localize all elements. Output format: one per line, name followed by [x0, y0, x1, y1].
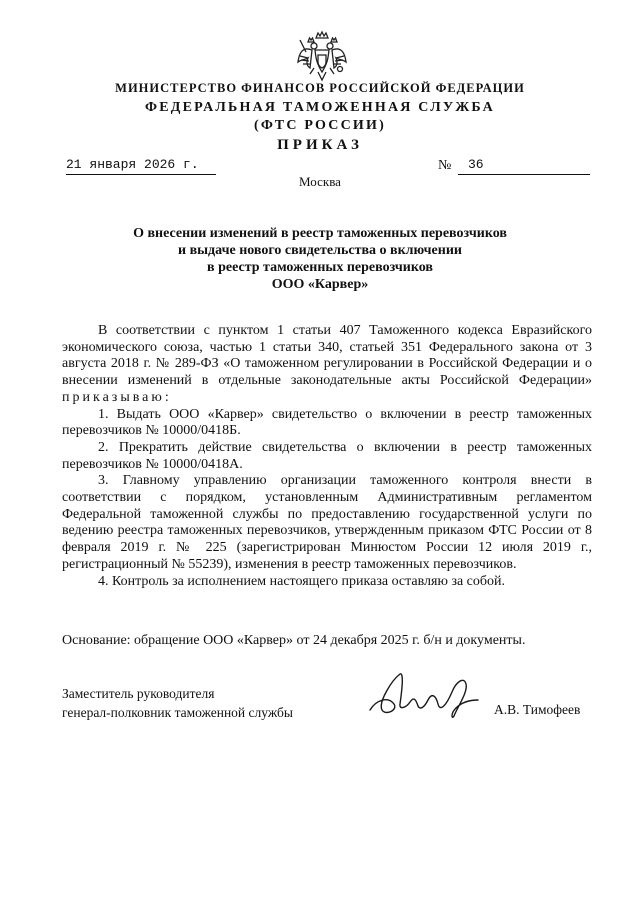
title-line: в реестр таможенных перевозчиков [207, 260, 433, 275]
service-name-line: ФЕДЕРАЛЬНАЯ ТАМОЖЕННАЯ СЛУЖБА [145, 100, 495, 115]
preamble-paragraph [62, 323, 592, 407]
title-line: ООО «Карвер» [271, 277, 369, 292]
document-type: ПРИКАЗ [277, 137, 363, 153]
number-sign: № [438, 158, 452, 173]
signer-position-line: Заместитель руководителя [62, 686, 215, 701]
service-abbreviation: (ФТС РОССИИ) [254, 118, 386, 133]
order-item-4: 4. Контроль за исполнением настоящего приказа оставляю за собой. [98, 573, 506, 589]
order-item-1: 1. Выдать ООО «Карвер» свидетельство о включении в реестр таможенных перевозчиков № 10000/0418Б. [62, 406, 592, 439]
order-body [62, 323, 592, 590]
service-name [0, 99, 640, 135]
order-city: Москва [299, 174, 341, 189]
order-item-2: 2. Прекратить действие свидетельства о включении в реестр таможенных перевозчиков № 10000/0418А. [62, 439, 592, 472]
coat-of-arms-emblem [296, 28, 348, 82]
order-date: 21 января 2026 г. [66, 157, 216, 175]
title-line: и выдаче нового свидетельства о включении [178, 243, 462, 258]
ministry-name: МИНИСТЕРСТВО ФИНАНСОВ РОССИЙСКОЙ ФЕДЕРАЦИИ [115, 81, 525, 95]
preamble-text: В соответствии с пунктом 1 статьи 407 Таможенного кодекса Евразийского экономического союза, частью 1 статьи 340, статьей 351 Федерального закона от 3 августа 2018 г. № 289-ФЗ «О таможенном регулировании в Российской Федерации и о внесении изменений в отдельные законодательные акты Российской Федерации» [62, 323, 592, 389]
order-word: приказываю: [62, 389, 172, 405]
order-number-block [438, 157, 590, 174]
order-title [80, 225, 560, 293]
signer-name: А.В. Тимофеев [494, 702, 581, 717]
signer-position [62, 684, 293, 722]
order-number: 36 [458, 157, 590, 175]
handwritten-signature [366, 670, 482, 722]
basis-line: Основание: обращение ООО «Карвер» от 24 декабря 2025 г. б/н и документы. [62, 633, 526, 648]
signer-position-line: генерал-полковник таможенной службы [62, 705, 293, 720]
title-line: О внесении изменений в реестр таможенных перевозчиков [133, 226, 507, 241]
order-item-3: 3. Главному управлению организации таможенного контроля внести в соответствии с порядком, установленным Административным регламентом Федеральной таможенной службы по предоставлению государственной услуги по ведению реестра таможенных перевозчиков, утвержденным приказом ФТС России от 8 февраля 2019 г. № 225 (зарегистрирован Минюстом России 12 июля 2019 г., регистрационный № 55239), изменения в реестр таможенных перевозчиков. [62, 473, 592, 572]
